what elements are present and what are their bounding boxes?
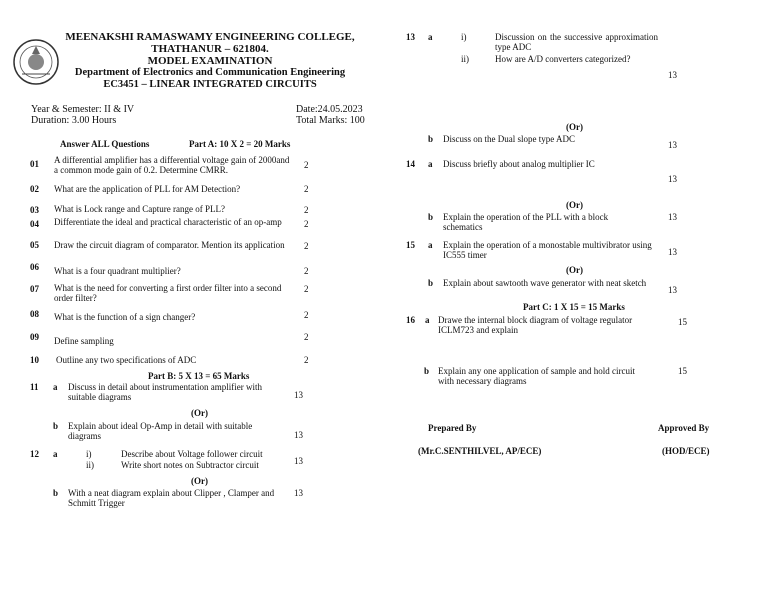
question-marks: 13	[294, 488, 303, 498]
question-number: 12	[30, 449, 39, 459]
question-marks: 13	[668, 140, 677, 150]
question-text: Explain the operation of a monostable multivibrator using IC555 timer	[443, 240, 652, 260]
sub-label: a	[53, 382, 58, 392]
sub-label: b	[53, 488, 59, 498]
question-text: With a neat diagram explain about Clipper , Clamper and Schmitt Trigger	[68, 488, 275, 508]
question-number: 10	[30, 355, 39, 365]
question-text: Explain the operation of the PLL with a block schematics	[443, 212, 609, 232]
question-marks: 13	[294, 430, 303, 440]
question-text: A differential amplifier has a differential voltage gain of 2000and a common mode gain of 0.2. Determine CMRR.	[54, 155, 290, 175]
question-number: 03	[30, 205, 39, 215]
question-number: 07	[30, 284, 39, 294]
part-b-title: Part B: 5 X 13 = 65 Marks	[148, 371, 250, 381]
question-number: 02	[30, 184, 39, 194]
question-marks: 2	[304, 310, 309, 320]
question-number: 05	[30, 240, 39, 250]
question-marks: 13	[294, 390, 303, 400]
sub-label: b	[428, 134, 434, 144]
sub-label: a	[53, 449, 58, 459]
question-number: 06	[30, 262, 39, 272]
sub-label: b	[53, 421, 59, 431]
roman-ii: ii)	[461, 54, 469, 64]
college-place: THATHANUR – 621804.	[151, 43, 269, 55]
question-text: Write short notes on Subtractor circuit	[121, 460, 259, 470]
question-marks: 13	[668, 174, 677, 184]
sub-label: a	[428, 240, 433, 250]
question-marks: 2	[304, 205, 309, 215]
prepared-by-label: Prepared By	[428, 423, 477, 433]
part-a-title: Part A: 10 X 2 = 20 Marks	[189, 139, 291, 149]
question-text: What is the function of a sign changer?	[54, 312, 196, 322]
roman-i: i)	[86, 449, 92, 459]
question-marks: 2	[304, 241, 309, 251]
question-marks: 2	[304, 219, 309, 229]
question-text: Discuss in detail about instrumentation amplifier with suitable diagrams	[68, 382, 262, 402]
question-number: 14	[406, 159, 415, 169]
roman-i: i)	[461, 32, 467, 42]
question-marks: 13	[668, 212, 677, 222]
approved-by-label: Approved By	[658, 423, 710, 433]
question-text: Drawe the internal block diagram of voltage regulator ICLM723 and explain	[438, 315, 633, 335]
question-text: Explain any one application of sample and hold circuit with necessary diagrams	[438, 366, 635, 386]
preparer-name: (Mr.C.SENTHILVEL, AP/ECE)	[418, 446, 542, 456]
question-marks: 2	[304, 184, 309, 194]
sub-label: b	[424, 366, 430, 376]
year-semester: Year & Semester: II & IV	[31, 104, 135, 115]
question-text: How are A/D converters categorized?	[495, 54, 631, 64]
question-text: Draw the circuit diagram of comparator. Mention its application	[54, 240, 285, 250]
question-number: 15	[406, 240, 415, 250]
question-number: 13	[406, 32, 415, 42]
sub-label: a	[428, 159, 433, 169]
or-separator: (Or)	[566, 265, 583, 275]
question-number: 01	[30, 159, 39, 169]
question-marks: 13	[668, 285, 677, 295]
question-text: What is Lock range and Capture range of PLL?	[54, 204, 225, 214]
approver-name: (HOD/ECE)	[662, 446, 710, 456]
exam-title: MODEL EXAMINATION	[147, 55, 273, 67]
question-text: Discuss briefly about analog multiplier IC	[443, 159, 595, 169]
instruction: Answer ALL Questions	[60, 139, 150, 149]
college-name: MEENAKSHI RAMASWAMY ENGINEERING COLLEGE,	[65, 31, 355, 43]
question-number: 08	[30, 309, 39, 319]
question-marks: 13	[668, 247, 677, 257]
question-marks: 15	[678, 366, 687, 376]
sub-label: b	[428, 278, 434, 288]
sub-label: b	[428, 212, 434, 222]
part-c-title: Part C: 1 X 15 = 15 Marks	[523, 302, 625, 312]
question-text: Describe about Voltage follower circuit	[121, 449, 263, 459]
question-marks: 2	[304, 160, 309, 170]
question-marks: 15	[678, 317, 687, 327]
department: Department of Electronics and Communication Engineering	[74, 67, 346, 78]
question-text: Discussion on the successive approximation type ADC	[495, 32, 658, 52]
sub-label: a	[428, 32, 433, 42]
question-number: 09	[30, 332, 39, 342]
question-text: What are the application of PLL for AM Detection?	[54, 184, 241, 194]
or-separator: (Or)	[191, 476, 208, 486]
course-title: EC3451 – LINEAR INTEGRATED CIRCUITS	[103, 79, 317, 90]
question-marks: 2	[304, 355, 309, 365]
question-text: Define sampling	[54, 336, 114, 346]
question-text: Explain about ideal Op-Amp in detail with suitable diagrams	[68, 421, 253, 441]
question-marks: 2	[304, 332, 309, 342]
question-text: Differentiate the ideal and practical characteristic of an op-amp	[54, 217, 282, 227]
question-text: What is the need for converting a first order filter into a second order filter?	[54, 283, 282, 303]
question-marks: 13	[668, 70, 677, 80]
total-marks: Total Marks: 100	[296, 115, 365, 126]
or-separator: (Or)	[191, 408, 208, 418]
question-number: 11	[30, 382, 39, 392]
question-text: What is a four quadrant multiplier?	[54, 266, 181, 276]
question-marks: 2	[304, 284, 309, 294]
duration: Duration: 3.00 Hours	[31, 115, 117, 126]
roman-ii: ii)	[86, 460, 94, 470]
exam-date: Date:24.05.2023	[296, 104, 363, 115]
question-text: Discuss on the Dual slope type ADC	[443, 134, 575, 144]
question-marks: 13	[294, 456, 303, 466]
question-marks: 2	[304, 266, 309, 276]
question-text: Explain about sawtooth wave generator with neat sketch	[443, 278, 647, 288]
or-separator: (Or)	[566, 200, 583, 210]
sub-label: a	[425, 315, 430, 325]
or-separator: (Or)	[566, 122, 583, 132]
question-text: Outline any two specifications of ADC	[56, 355, 197, 365]
question-number: 04	[30, 219, 39, 229]
question-number: 16	[406, 315, 415, 325]
